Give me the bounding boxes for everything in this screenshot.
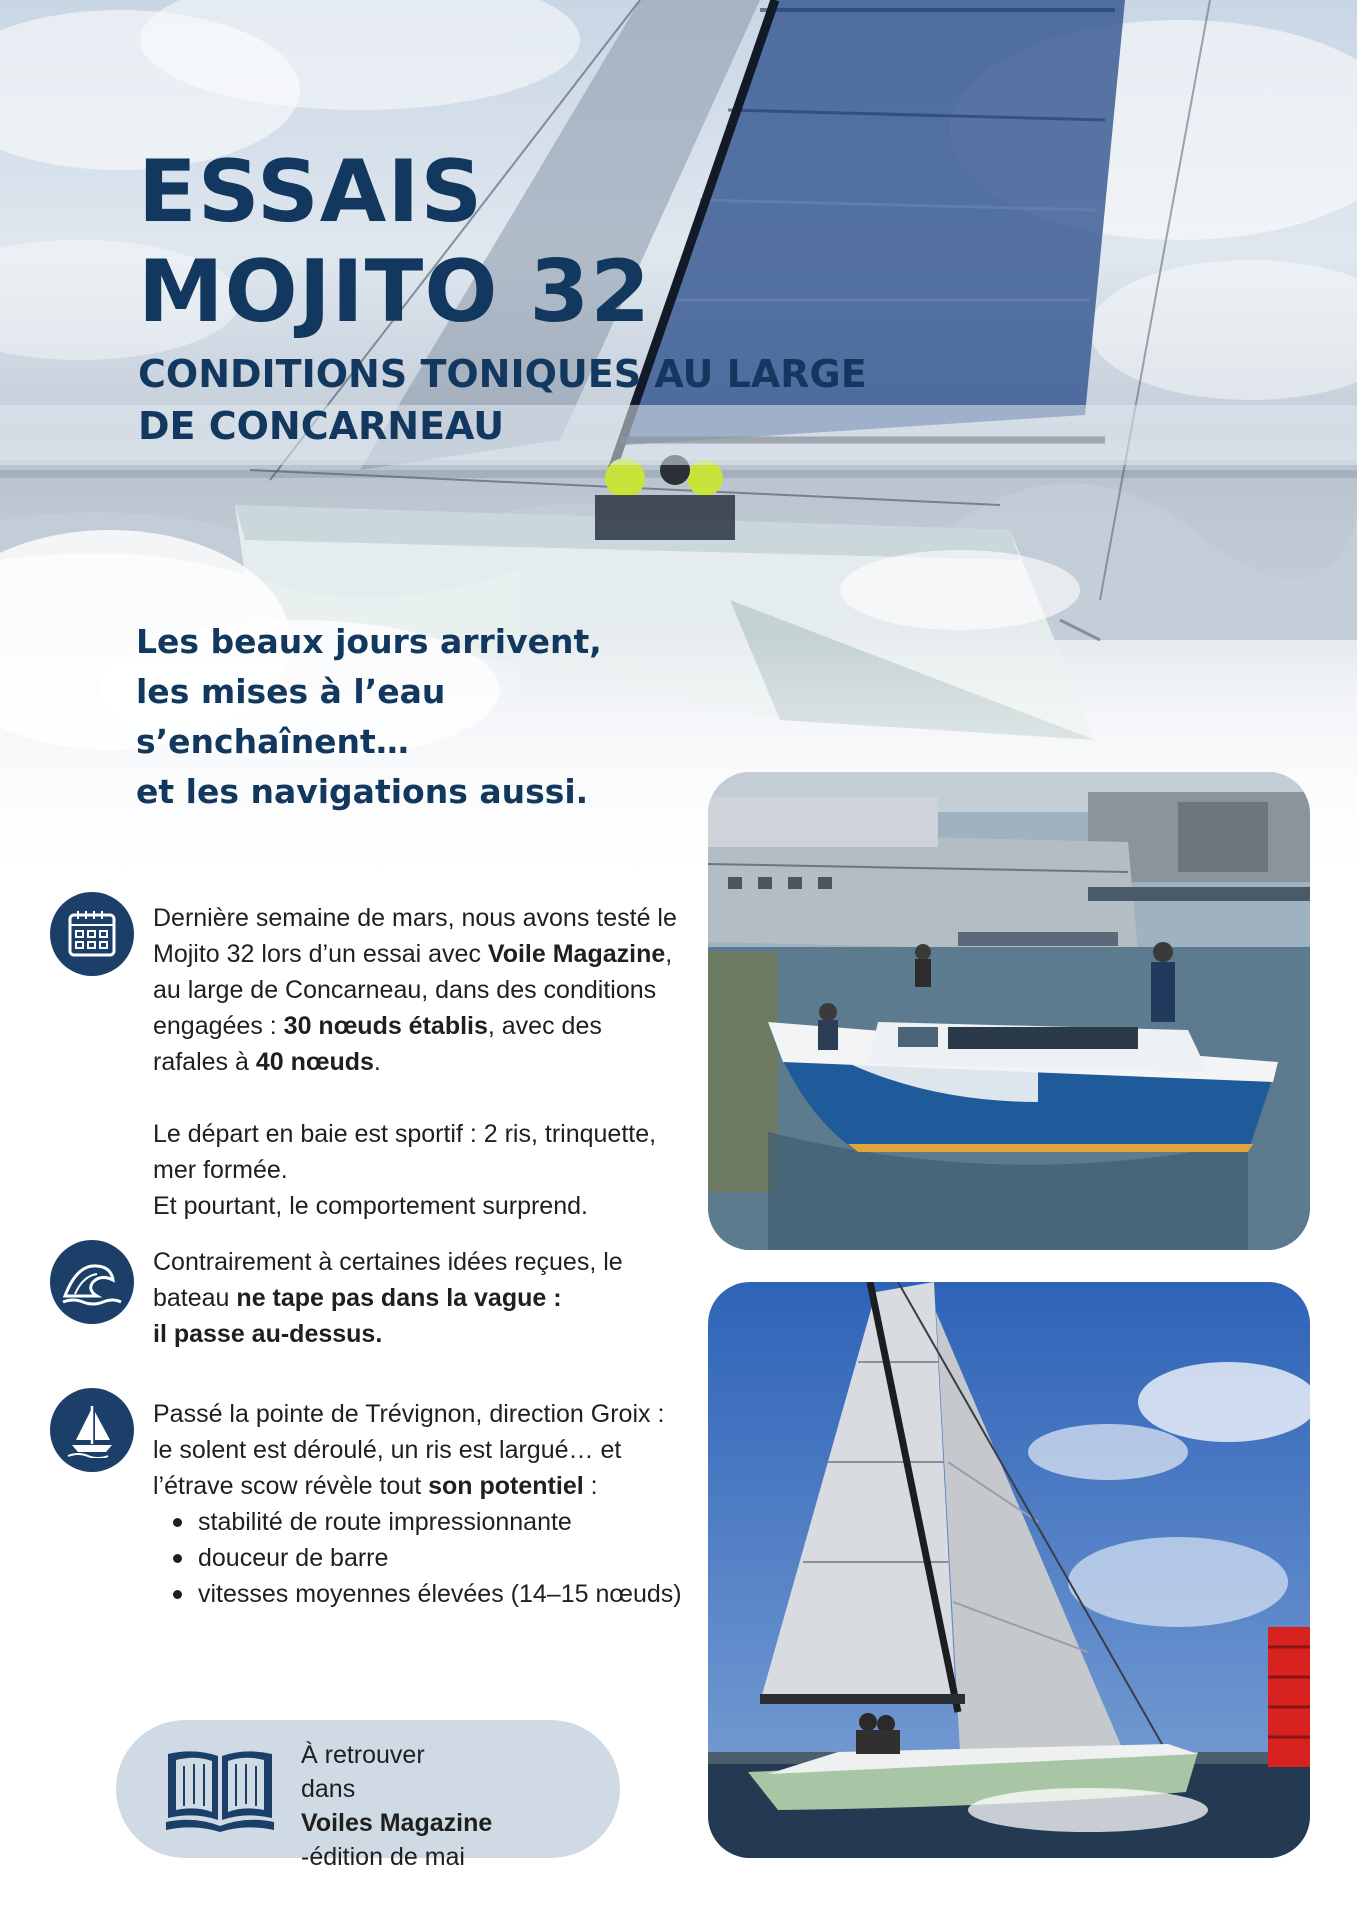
page-title (138, 142, 651, 342)
test-paragraph-1: Dernière semaine de mars, nous avons testé le Mojito 32 lors d’un essai avec Voile Magazine, au large de Concarneau, dans des conditions engagées : 30 nœuds établis, avec des rafales à 40 nœuds. (153, 904, 677, 1076)
intro-line: s’enchaînent… (136, 722, 409, 761)
subtitle-line-1: CONDITIONS TONIQUES AU LARGE (138, 352, 867, 396)
list-item: douceur de barre (198, 1540, 683, 1576)
intro-line: Les beaux jours arrivent, (136, 622, 602, 661)
magazine-callout (116, 1720, 620, 1871)
callout-line-3: -édition de mai (301, 1843, 465, 1871)
list-item: stabilité de route impressionnante (198, 1504, 683, 1540)
harbour-boat-photo (708, 772, 1310, 1250)
title-line-1: ESSAIS (138, 142, 484, 242)
intro-text (136, 617, 602, 817)
sailboat-icon (50, 1388, 134, 1472)
intro-line: les mises à l’eau (136, 672, 446, 711)
open-book-icon (164, 1742, 276, 1832)
title-line-2: MOJITO 32 (138, 242, 652, 342)
intro-line: et les navigations aussi. (136, 772, 589, 811)
calendar-icon (50, 892, 134, 976)
sailing-bullet-list (153, 1504, 683, 1612)
callout-text (301, 1738, 492, 1874)
section-wave-text (153, 1244, 683, 1352)
wave-icon (50, 1240, 134, 1324)
page-subtitle (138, 348, 867, 452)
callout-line-2: dans Voiles Magazine (301, 1775, 493, 1837)
subtitle-line-2: DE CONCARNEAU (138, 404, 505, 448)
section-sailing-text (153, 1396, 683, 1612)
sailing-paragraph: Passé la pointe de Trévignon, direction Groix : le solent est déroulé, un ris est largué… et l’étrave scow révèle tout son potentiel : (153, 1400, 665, 1500)
callout-line-1: À retrouver (301, 1741, 425, 1769)
section-test-text (153, 900, 683, 1224)
test-paragraph-2: Le départ en baie est sportif : 2 ris, trinquette, mer formée. Et pourtant, le comportement surprend. (153, 1120, 657, 1220)
list-item: vitesses moyennes élevées (14–15 nœuds) (198, 1576, 683, 1612)
sailing-boat-photo (708, 1282, 1310, 1858)
wave-paragraph: Contrairement à certaines idées reçues, le bateau ne tape pas dans la vague : il passe au-dessus. (153, 1248, 623, 1348)
